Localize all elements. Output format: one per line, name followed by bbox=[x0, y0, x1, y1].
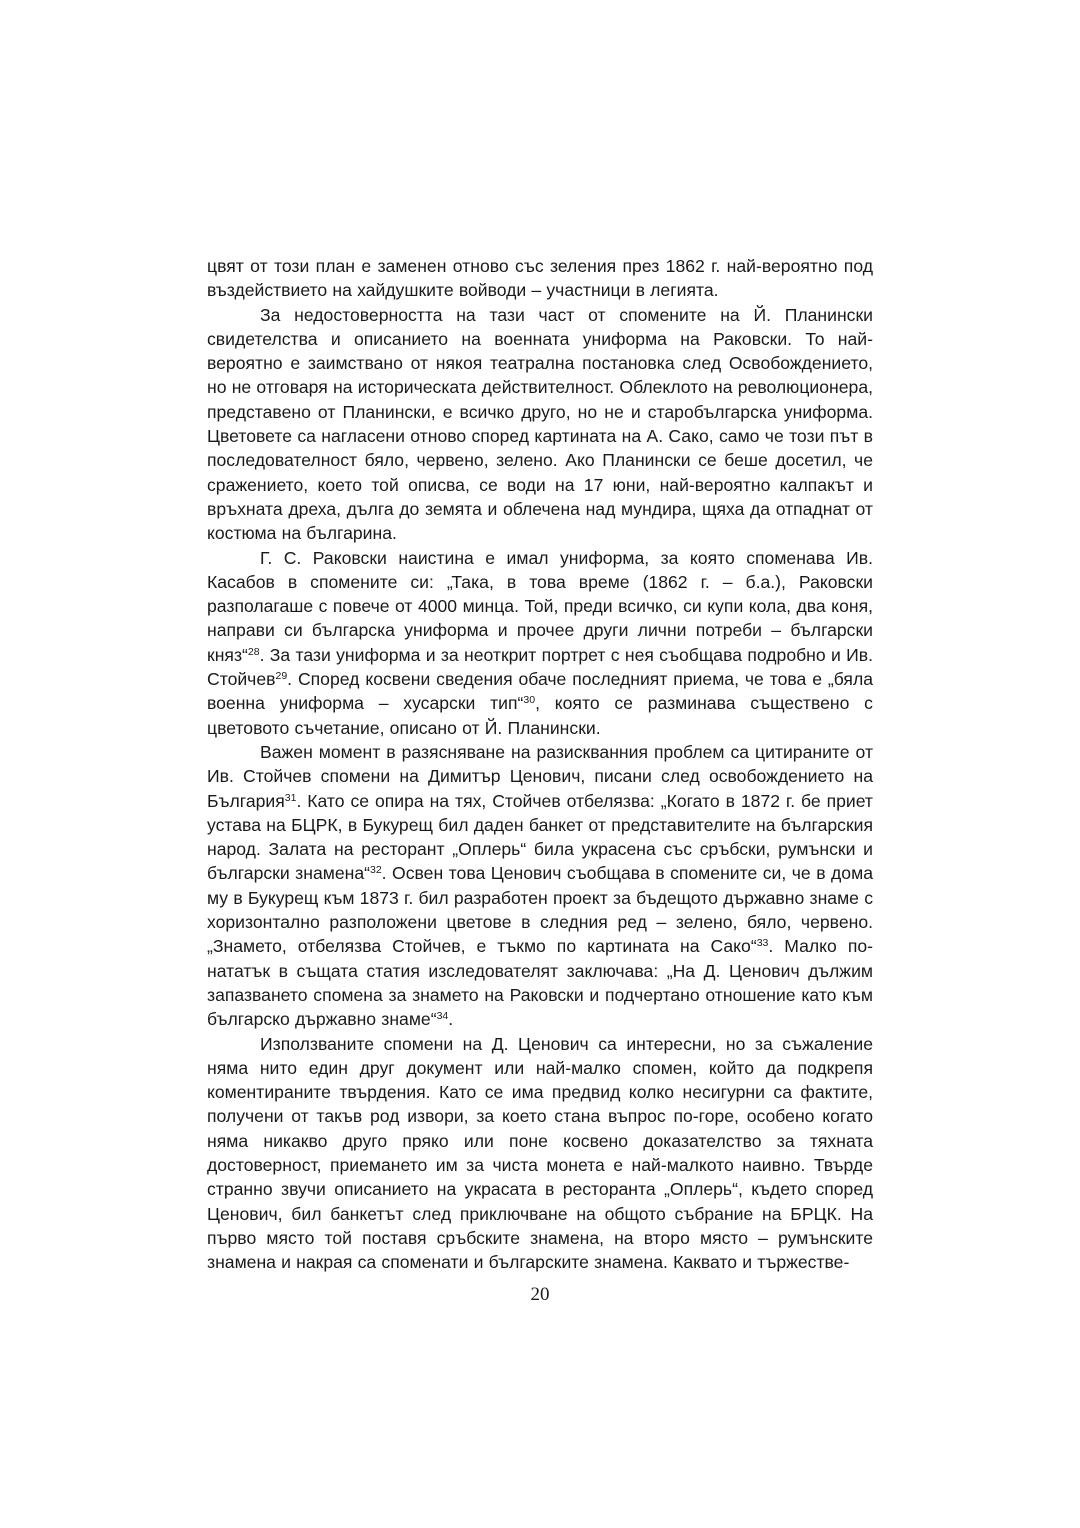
paragraph bbox=[207, 303, 873, 546]
paragraph bbox=[207, 1032, 873, 1275]
text-run: За недостоверността на тази част от спомените на Й. Планински свидетелства и описанието на военната униформа на Раковски. То най-вероятно е заимствано от някоя театрална постановка след Освобождението, но не отговаря на историческата действителност. Облеклото на революционера, представено от Планински, е всичко друго, но не и старобългарска униформа. Цветовете са нагласени отново според картината на А. Сако, само че този път в последователност бяло, червено, зелено. Ако Планински се беше досетил, че сражението, което той описва, се води на 17 юни, най-вероятно калпакът и връхната дреха, дълга до земята и облечена над мундира, щяха да отпаднат от костюма на българина. bbox=[207, 304, 873, 544]
footnote-ref: 30 bbox=[523, 694, 536, 707]
footnote-ref: 31 bbox=[284, 791, 297, 804]
text-run: Важен момент в разясняване на разискванния проблем са цитираните от Ив. Стойчев спомени на Димитър Ценович, писани след освобождението на България bbox=[207, 741, 873, 811]
text-run: цвят от този план е заменен отново със зеления през 1862 г. най-вероятно под въздействието на хайдушките войводи – участници в легията. bbox=[207, 256, 873, 301]
text-run: . bbox=[448, 1009, 454, 1030]
text-run: . За тази униформа и за неоткрит портрет с нея съобщава подробно и Ив. Стойчев bbox=[207, 644, 873, 690]
paragraph bbox=[207, 546, 873, 740]
text-run: . Според косвени сведения обаче последният приема, че това е „бяла военна униформа – хусарски тип“ bbox=[207, 669, 873, 714]
text-run: Г. С. Раковски наистина е имал униформа, за която споменава Ив. Касабов в спомените си: „Така, в това време (1862 г. – б.а.), Раковски разполагаше с повече от 4000 минца. Той, преди всичко, си купи кола, два коня, направи си българска униформа и прочее други лични потреби – български княз“ bbox=[207, 547, 873, 665]
text-run: . Малко по-нататък в същата статия изследователят заключава: „На Д. Ценович дължим запазването спомена за знамето на Раковски и подчертано отношение като към българско държавно знаме“ bbox=[207, 936, 873, 1030]
paragraph bbox=[207, 254, 873, 303]
text-run: . Като се опира на тях, Стойчев отбелязва: „Когато в 1872 г. бе приет устава на БЦРК, в Букурещ бил даден банкет от представителите на българския народ. Залата на ресторант „Оплерь“ била украсена със сръбски, румънски и български знамена“ bbox=[207, 790, 873, 884]
paragraph bbox=[207, 740, 873, 1032]
body-text bbox=[207, 254, 873, 1274]
footnote-ref: 28 bbox=[247, 645, 260, 658]
text-run: Използваните спомени на Д. Ценович са интересни, но за съжаление няма нито един друг документ или най-малко спомен, който да подкрепя коментираните твърдения. Като се има предвид колко несигурни са фактите, получени от такъв род извори, за което стана въпрос по-горе, особено когато няма никакво друго пряко или поне косвено доказателство за тяхната достоверност, приемането им за чиста монета е най-малкото наивно. Твърде странно звучи описанието на украсата в ресторанта „Оплерь“, където според Ценович, бил банкетът след приключване на общото събрание на БРЦК. На първо място той поставя сръбските знамена, на второ място – румънските знамена и накрая са споменати и българските знамена. Каквато и тържестве- bbox=[207, 1033, 873, 1273]
footnote-ref: 33 bbox=[756, 937, 769, 950]
footnote-ref: 29 bbox=[275, 670, 288, 683]
footnote-ref: 32 bbox=[369, 864, 382, 877]
text-run: . Освен това Ценович съобщава в спомените си, че в дома му в Букурещ към 1873 г. бил разработен проект за бъдещото държавно знаме с хоризонтално разположени цветове в следния ред – зелено, бяло, червено. „Знамето, отбелязва Стойчев, е тъкмо по картината на Сако“ bbox=[207, 863, 873, 957]
page-number: 20 bbox=[530, 1284, 550, 1305]
text-run: , която се разминава съществено с цветовото съчетание, описано от Й. Планински. bbox=[207, 693, 873, 738]
footnote-ref: 34 bbox=[436, 1010, 449, 1023]
